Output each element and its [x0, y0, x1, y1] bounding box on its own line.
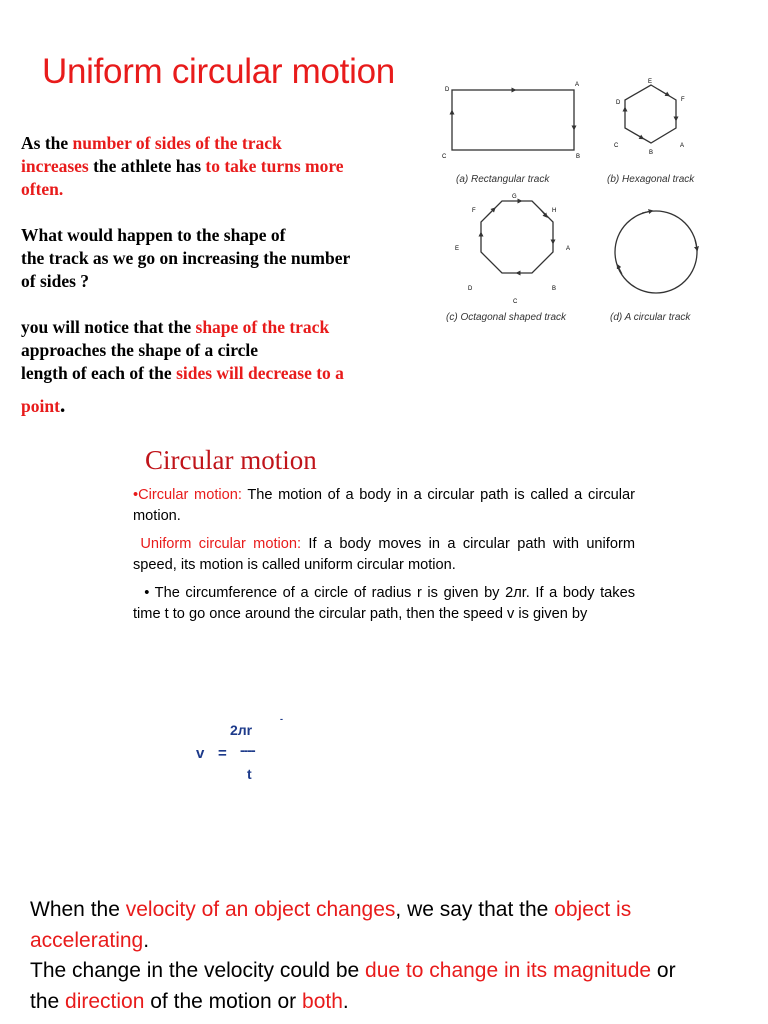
octagonal-track-diagram: [446, 194, 570, 323]
formula-equals: =: [218, 745, 227, 762]
oct-label-a: A: [566, 246, 571, 252]
caption-hexagonal-track: (b) Hexagonal track: [607, 174, 695, 185]
formula-denominator: t: [247, 766, 252, 782]
page-title: Uniform circular motion: [42, 52, 395, 91]
caption-rectangular-track: (a) Rectangular track: [456, 174, 550, 185]
acceleration-sentence-2: The change in the velocity could be due to change in its magnitude or the direction of the motion or both.: [30, 959, 676, 1013]
oct-label-c: C: [513, 299, 518, 305]
oct-label-b: B: [552, 286, 557, 292]
circumference-paragraph: • The circumference of a circle of radius r is given by 2лr. If a body takes time t to go once around the circular path, then the speed v is given by: [133, 585, 636, 622]
oct-label-d: D: [468, 286, 473, 292]
oct-label-f: F: [472, 208, 476, 214]
hex-label-a: A: [680, 143, 685, 149]
hex-label-b: B: [649, 150, 654, 156]
speed-formula: [190, 712, 300, 792]
acceleration-sentence-1: When the velocity of an object changes, we say that the object is accelerating.: [30, 898, 632, 952]
intro-paragraph-3: you will notice that the shape of the track approaches the shape of a circle length of each of the sides will decrease to a: [21, 317, 344, 383]
formula-lhs: v: [196, 745, 205, 762]
formula-numerator: 2лr: [230, 722, 253, 738]
rect-label-a: A: [575, 82, 580, 88]
intro-point-line: point.: [21, 392, 66, 417]
circular-track-diagram: [610, 211, 697, 323]
rectangular-track-diagram: [442, 82, 580, 185]
rect-label-b: B: [576, 154, 581, 160]
track-shapes-figure: [432, 70, 732, 330]
oct-label-g: G: [512, 194, 517, 200]
oct-label-h: H: [552, 208, 557, 214]
hexagonal-track-diagram: [607, 79, 695, 185]
definition-uniform-circular-motion: Uniform circular motion: If a body moves in a circular path with uniform speed, its motion is called uniform circular motion.: [133, 536, 635, 573]
caption-circular-track: (d) A circular track: [610, 312, 691, 323]
intro-paragraph-1: As the number of sides of the track increases the athlete has to take turns more often.: [21, 133, 344, 199]
hex-label-e: E: [648, 79, 653, 85]
hex-label-f: F: [681, 97, 685, 103]
rect-label-c: C: [442, 154, 447, 160]
intro-text: [21, 132, 431, 418]
formula-fraction-bar: ----: [240, 742, 255, 758]
circular-motion-heading: Circular motion: [145, 445, 317, 475]
intro-paragraph-2: What would happen to the shape of the track as we go on increasing the number of sides ?: [21, 225, 351, 291]
acceleration-text: [30, 895, 760, 1017]
hex-label-d: D: [616, 100, 621, 106]
formula-mark: -: [280, 714, 283, 724]
circular-motion-body: [133, 485, 635, 632]
definition-circular-motion: •Circular motion: The motion of a body in a circular path is called a circular motion.: [133, 487, 636, 524]
caption-octagonal-track: (c) Octagonal shaped track: [446, 312, 567, 323]
hex-label-c: C: [614, 143, 619, 149]
rect-label-d: D: [445, 87, 450, 93]
oct-label-e: E: [455, 246, 460, 252]
